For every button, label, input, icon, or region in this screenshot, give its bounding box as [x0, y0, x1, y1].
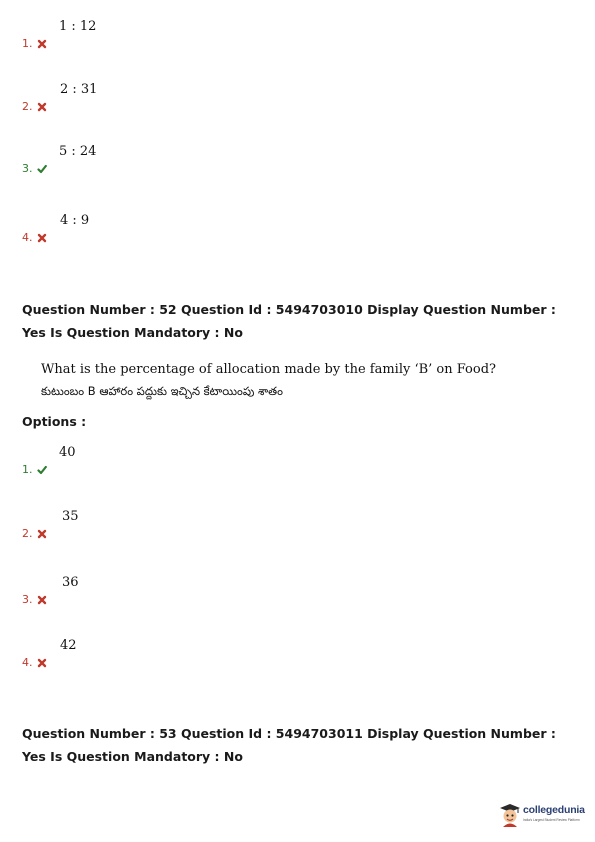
cross-icon — [37, 529, 47, 539]
q52-option-2 — [22, 510, 322, 540]
option-value: 42 — [60, 638, 77, 653]
option-number: 1. — [22, 463, 33, 476]
q52-option-4 — [22, 639, 322, 669]
option-number: 3. — [22, 593, 33, 606]
option-value: 1 : 12 — [59, 19, 97, 34]
question-header-52: Question Number : 52 Question Id : 5494703010 Display Question Number : Yes Is Question Mandatory : No — [22, 302, 556, 340]
logo-brand: collegedunia — [523, 804, 585, 816]
cross-icon — [37, 39, 47, 49]
cross-icon — [37, 595, 47, 605]
mascot-icon — [499, 803, 521, 827]
q51-option-1 — [22, 20, 322, 50]
option-number: 4. — [22, 656, 33, 669]
check-icon — [37, 465, 47, 475]
logo-tagline: India's Largest Student Review Platform — [523, 818, 580, 822]
option-value: 36 — [62, 575, 79, 590]
option-number: 1. — [22, 37, 33, 50]
q51-option-2 — [22, 83, 322, 113]
option-value: 2 : 31 — [60, 82, 98, 97]
option-value: 5 : 24 — [59, 144, 97, 159]
cross-icon — [37, 658, 47, 668]
cross-icon — [37, 233, 47, 243]
q51-option-3 — [22, 145, 322, 175]
collegedunia-logo — [499, 801, 591, 831]
option-value: 40 — [59, 445, 76, 460]
option-value: 4 : 9 — [60, 213, 90, 228]
q51-option-4 — [22, 214, 322, 244]
option-number: 3. — [22, 162, 33, 175]
option-number: 2. — [22, 527, 33, 540]
q52-option-3 — [22, 576, 322, 606]
options-label: Options : — [22, 414, 87, 429]
question-text-en: What is the percentage of allocation made by the family ‘B’ on Food? — [41, 362, 496, 377]
option-number: 4. — [22, 231, 33, 244]
option-value: 35 — [62, 509, 79, 524]
check-icon — [37, 164, 47, 174]
q52-option-1 — [22, 446, 322, 476]
question-header-53: Question Number : 53 Question Id : 5494703011 Display Question Number : Yes Is Question Mandatory : No — [22, 726, 556, 764]
question-text-te: కుటుంబం B ఆహారం పద్దుకు ఇచ్చిన కేటాయింపు శాతం — [41, 384, 283, 398]
cross-icon — [37, 102, 47, 112]
option-number: 2. — [22, 100, 33, 113]
